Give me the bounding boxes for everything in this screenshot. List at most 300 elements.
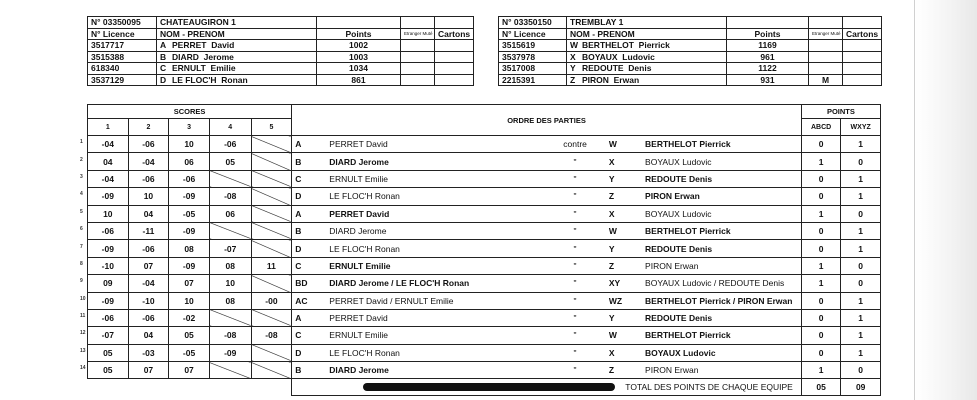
away-player: PIRON Erwan xyxy=(642,257,801,274)
match-row xyxy=(88,292,881,309)
set-score: 07 xyxy=(128,362,169,379)
points-wxyz: 1 xyxy=(841,344,881,361)
set-score-value: -04 xyxy=(101,173,114,184)
home-team-header-row xyxy=(88,17,474,29)
away-player: BOYAUX Ludovic / REDOUTE Denis xyxy=(642,275,801,292)
set-score: 10 xyxy=(169,136,210,153)
match-number: 14 xyxy=(80,365,86,372)
home-letter: D xyxy=(292,240,310,257)
points-wxyz: 1 xyxy=(841,327,881,344)
set-number: 5 xyxy=(251,119,292,136)
player-name xyxy=(157,74,317,86)
points-wxyz: 0 xyxy=(841,362,881,379)
player-name xyxy=(567,40,727,52)
versus-label: " xyxy=(560,205,591,222)
away-letter: XY xyxy=(606,275,642,292)
points-wxyz: 1 xyxy=(841,240,881,257)
home-letter: C xyxy=(292,257,310,274)
player-letter: X xyxy=(570,51,576,62)
versus-label: " xyxy=(560,309,591,326)
set-score: 08 xyxy=(169,240,210,257)
set-score: 08 xyxy=(209,292,251,309)
player-name xyxy=(157,40,317,52)
player-cartons xyxy=(435,40,474,52)
set-score: 05 xyxy=(209,153,251,170)
home-letter: A xyxy=(292,309,310,326)
away-player: REDOUTE Denis xyxy=(642,309,801,326)
player-etranger xyxy=(809,51,843,63)
points-wxyz: 0 xyxy=(841,205,881,222)
points-abcd: 0 xyxy=(801,240,841,257)
versus-label: " xyxy=(560,222,591,239)
away-player: BOYAUX Ludovic xyxy=(642,153,801,170)
versus-label: " xyxy=(560,188,591,205)
player-row xyxy=(499,74,882,86)
points-wxyz: 0 xyxy=(841,257,881,274)
set-score-value: 10 xyxy=(103,208,113,219)
set-score: 11 xyxy=(251,257,292,274)
points-abcd: 0 xyxy=(801,170,841,187)
match-row xyxy=(88,309,881,326)
points-wxyz: 1 xyxy=(841,222,881,239)
away-team-name: TREMBLAY 1 xyxy=(567,17,727,29)
set-score-value: 09 xyxy=(103,278,113,289)
home-letter: D xyxy=(292,344,310,361)
match-number: 2 xyxy=(80,156,83,163)
away-letter: Z xyxy=(606,362,642,379)
match-row xyxy=(88,275,881,292)
match-number: 11 xyxy=(80,313,86,320)
col-etranger: Etranger Muté xyxy=(401,28,435,40)
away-team-header-row xyxy=(499,17,882,29)
points-wxyz: 0 xyxy=(841,153,881,170)
set-score-value: -09 xyxy=(101,243,114,254)
col-name: NOM - PRENOM xyxy=(157,28,317,40)
set-score: -09 xyxy=(209,344,251,361)
player-licence: 3517008 xyxy=(499,63,567,75)
player-etranger xyxy=(401,74,435,86)
home-player: LE FLOC'H Ronan xyxy=(309,188,559,205)
points-abcd: 0 xyxy=(801,136,841,153)
home-player: DIARD Jerome xyxy=(309,362,559,379)
player-etranger xyxy=(401,51,435,63)
match-row xyxy=(88,153,881,170)
home-player: DIARD Jerome / LE FLOC'H Ronan xyxy=(309,275,559,292)
away-team-number: N° 03350150 xyxy=(499,17,567,29)
player-letter: D xyxy=(160,74,167,85)
player-etranger xyxy=(809,40,843,52)
player-row xyxy=(499,40,882,52)
home-letter: C xyxy=(292,327,310,344)
set-score: 05 xyxy=(169,327,210,344)
player-points: 861 xyxy=(317,74,401,86)
away-letter: Y xyxy=(606,309,642,326)
set-score: 06 xyxy=(209,205,251,222)
set-score-value: -09 xyxy=(101,191,114,202)
versus-label: " xyxy=(560,153,591,170)
set-score: -07 xyxy=(209,240,251,257)
away-letter: Z xyxy=(606,257,642,274)
match-number: 8 xyxy=(80,260,83,267)
points-abcd: 0 xyxy=(801,292,841,309)
versus-label: " xyxy=(560,327,591,344)
set-score: -04 xyxy=(128,275,169,292)
set-score: 08 xyxy=(209,257,251,274)
set-score: -06 xyxy=(128,240,169,257)
home-player: LE FLOC'H Ronan xyxy=(309,344,559,361)
player-cartons xyxy=(843,40,882,52)
points-abcd: 0 xyxy=(801,309,841,326)
points-wxyz: 1 xyxy=(841,188,881,205)
player-points: 1002 xyxy=(317,40,401,52)
player-licence: 3537129 xyxy=(88,74,157,86)
match-rows xyxy=(80,136,881,379)
set-score: 07 xyxy=(169,362,210,379)
match-row xyxy=(88,205,881,222)
away-letter: Z xyxy=(606,188,642,205)
player-cartons xyxy=(843,51,882,63)
away-letter: Y xyxy=(606,240,642,257)
versus-label: " xyxy=(560,240,591,257)
set-number: 3 xyxy=(169,119,210,136)
set-score-value: 04 xyxy=(103,156,113,167)
points-abcd: 1 xyxy=(801,362,841,379)
set-score: -08 xyxy=(251,327,292,344)
home-player: PERRET David xyxy=(309,309,559,326)
col-cartons: Cartons xyxy=(843,28,882,40)
set-score: -06 xyxy=(128,309,169,326)
set-score xyxy=(251,240,292,257)
set-score xyxy=(251,188,292,205)
set-score-value: 05 xyxy=(103,347,113,358)
home-player: DIARD Jerome xyxy=(309,153,559,170)
ordre-header: ORDRE DES PARTIES xyxy=(292,105,802,136)
total-label: TOTAL DES POINTS DE CHAQUE EQUIPE xyxy=(292,379,802,396)
match-number: 1 xyxy=(80,139,83,146)
points-abcd: 1 xyxy=(801,205,841,222)
match-number: 4 xyxy=(80,191,83,198)
set-score: 04 xyxy=(128,205,169,222)
player-points: 1003 xyxy=(317,51,401,63)
set-score: -09 xyxy=(169,257,210,274)
set-score xyxy=(80,153,129,170)
player-cartons xyxy=(435,51,474,63)
total-abcd: 05 xyxy=(801,379,841,396)
player-row xyxy=(88,63,474,75)
player-points: 1169 xyxy=(727,40,809,52)
player-points: 961 xyxy=(727,51,809,63)
player-row xyxy=(88,40,474,52)
player-cartons xyxy=(435,74,474,86)
match-number: 9 xyxy=(80,278,83,285)
home-letter: AC xyxy=(292,292,310,309)
set-score: 10 xyxy=(209,275,251,292)
player-cartons xyxy=(843,63,882,75)
set-score xyxy=(80,170,129,187)
set-score: -10 xyxy=(128,292,169,309)
versus-label: " xyxy=(560,170,591,187)
set-score-value: -10 xyxy=(101,260,114,271)
home-player: LE FLOC'H Ronan xyxy=(309,240,559,257)
player-licence: 3537978 xyxy=(499,51,567,63)
set-score xyxy=(251,153,292,170)
player-points: 1034 xyxy=(317,63,401,75)
points-wxyz: 1 xyxy=(841,136,881,153)
set-score: -04 xyxy=(128,153,169,170)
match-row xyxy=(88,257,881,274)
col-abcd: ABCD xyxy=(801,119,841,136)
set-score xyxy=(251,309,292,326)
set-score: -06 xyxy=(169,170,210,187)
away-letter: W xyxy=(606,327,642,344)
set-score: -03 xyxy=(128,344,169,361)
home-indicator-bar xyxy=(363,383,615,391)
home-player: ERNULT Emilie xyxy=(309,257,559,274)
set-score: -05 xyxy=(169,344,210,361)
set-score xyxy=(80,327,129,344)
player-letter: Z xyxy=(570,74,576,85)
col-name: NOM - PRENOM xyxy=(567,28,727,40)
versus-label: " xyxy=(560,362,591,379)
set-score: -09 xyxy=(169,188,210,205)
versus-label: " xyxy=(560,292,591,309)
away-letter: W xyxy=(606,222,642,239)
set-score xyxy=(251,205,292,222)
set-number: 1 xyxy=(88,119,129,136)
home-player: ERNULT Emilie xyxy=(309,170,559,187)
versus-label: " xyxy=(560,275,591,292)
match-row xyxy=(88,344,881,361)
home-player: PERRET David xyxy=(309,205,559,222)
match-row xyxy=(88,170,881,187)
set-score: 10 xyxy=(169,292,210,309)
points-abcd: 0 xyxy=(801,188,841,205)
set-score: -06 xyxy=(128,136,169,153)
match-row xyxy=(88,362,881,379)
away-player: PIRON Erwan xyxy=(642,188,801,205)
points-wxyz: 0 xyxy=(841,275,881,292)
player-licence: 2215391 xyxy=(499,74,567,86)
set-score-value: -06 xyxy=(101,313,114,324)
player-name xyxy=(157,63,317,75)
match-number: 12 xyxy=(80,330,86,337)
match-order-table xyxy=(80,104,881,396)
set-score xyxy=(80,275,129,292)
set-score-value: -07 xyxy=(101,330,114,341)
set-score xyxy=(80,136,129,153)
home-letter: B xyxy=(292,362,310,379)
player-etranger xyxy=(401,40,435,52)
match-row xyxy=(88,327,881,344)
set-score xyxy=(80,222,129,239)
away-letter: X xyxy=(606,205,642,222)
player-fullname: PIRON Erwan xyxy=(582,74,640,85)
match-row xyxy=(88,240,881,257)
player-fullname: REDOUTE Denis xyxy=(582,63,652,74)
set-score xyxy=(209,309,251,326)
total-wxyz: 09 xyxy=(841,379,881,396)
player-letter: W xyxy=(570,40,579,51)
set-score-value: -04 xyxy=(101,139,114,150)
player-row xyxy=(88,51,474,63)
set-score: -06 xyxy=(128,170,169,187)
set-score xyxy=(251,362,292,379)
points-abcd: 1 xyxy=(801,275,841,292)
col-wxyz: WXYZ xyxy=(841,119,881,136)
set-score-value: -09 xyxy=(101,295,114,306)
set-score xyxy=(209,170,251,187)
player-licence: 3515388 xyxy=(88,51,157,63)
scores-header: SCORES xyxy=(88,105,292,119)
away-team-table xyxy=(498,16,882,86)
home-team-table xyxy=(87,16,474,86)
set-score xyxy=(251,170,292,187)
player-fullname: LE FLOC'H Ronan xyxy=(172,74,248,85)
points-header: POINTS xyxy=(801,105,880,119)
match-row xyxy=(88,136,881,153)
home-letter: BD xyxy=(292,275,310,292)
player-row xyxy=(88,74,474,86)
col-licence: N° Licence xyxy=(499,28,567,40)
set-score xyxy=(251,344,292,361)
away-player: BERTHELOT Pierrick xyxy=(642,222,801,239)
set-score xyxy=(251,275,292,292)
player-fullname: BERTHELOT Pierrick xyxy=(582,40,670,51)
home-team-name: CHATEAUGIRON 1 xyxy=(157,17,317,29)
home-team-column-row xyxy=(88,28,474,40)
col-cartons: Cartons xyxy=(435,28,474,40)
match-number: 7 xyxy=(80,243,83,250)
away-player: BERTHELOT Pierrick xyxy=(642,136,801,153)
points-abcd: 1 xyxy=(801,257,841,274)
match-row xyxy=(88,188,881,205)
versus-label: " xyxy=(560,257,591,274)
match-number: 10 xyxy=(80,295,86,302)
versus-label: " xyxy=(560,344,591,361)
set-score xyxy=(209,362,251,379)
versus-label: contre xyxy=(560,136,591,153)
col-points: Points xyxy=(727,28,809,40)
set-score: -06 xyxy=(209,136,251,153)
set-score xyxy=(80,362,129,379)
home-team-number: N° 03350095 xyxy=(88,17,157,29)
away-letter: WZ xyxy=(606,292,642,309)
set-score xyxy=(80,205,129,222)
away-letter: W xyxy=(606,136,642,153)
set-score: 10 xyxy=(128,188,169,205)
col-etranger: Etranger Muté xyxy=(809,28,843,40)
set-score-value: 05 xyxy=(103,365,113,376)
points-wxyz: 1 xyxy=(841,292,881,309)
set-score: 07 xyxy=(169,275,210,292)
set-number: 2 xyxy=(128,119,169,136)
page-edge-shadow xyxy=(915,0,977,400)
player-letter: C xyxy=(160,63,167,74)
player-licence: 3515619 xyxy=(499,40,567,52)
set-score xyxy=(80,257,129,274)
set-score xyxy=(80,240,129,257)
player-name xyxy=(567,63,727,75)
set-score: -02 xyxy=(169,309,210,326)
away-player: BERTHELOT Pierrick xyxy=(642,327,801,344)
away-player: REDOUTE Denis xyxy=(642,170,801,187)
set-score xyxy=(80,344,129,361)
points-abcd: 0 xyxy=(801,344,841,361)
player-etranger xyxy=(401,63,435,75)
set-score: 04 xyxy=(128,327,169,344)
sheet-edge xyxy=(914,0,915,400)
set-score xyxy=(209,222,251,239)
home-letter: B xyxy=(292,222,310,239)
points-wxyz: 1 xyxy=(841,309,881,326)
home-player: ERNULT Emilie xyxy=(309,327,559,344)
set-score xyxy=(80,309,129,326)
match-row xyxy=(88,222,881,239)
player-etranger: M xyxy=(809,74,843,86)
away-letter: X xyxy=(606,153,642,170)
home-letter: C xyxy=(292,170,310,187)
player-points: 1122 xyxy=(727,63,809,75)
set-score: -05 xyxy=(169,205,210,222)
set-score: -09 xyxy=(169,222,210,239)
player-fullname: BOYAUX Ludovic xyxy=(582,51,655,62)
set-score: 07 xyxy=(128,257,169,274)
set-score: -08 xyxy=(209,327,251,344)
set-score: -11 xyxy=(128,222,169,239)
away-player: REDOUTE Denis xyxy=(642,240,801,257)
home-player: PERRET David / ERNULT Emilie xyxy=(309,292,559,309)
away-team-column-row xyxy=(499,28,882,40)
player-licence: 618340 xyxy=(88,63,157,75)
set-score: 06 xyxy=(169,153,210,170)
col-licence: N° Licence xyxy=(88,28,157,40)
home-letter: B xyxy=(292,153,310,170)
player-row xyxy=(499,63,882,75)
set-score xyxy=(80,188,129,205)
match-header-row xyxy=(88,105,881,119)
home-letter: D xyxy=(292,188,310,205)
set-score-value: -06 xyxy=(101,226,114,237)
points-abcd: 1 xyxy=(801,153,841,170)
player-name xyxy=(157,51,317,63)
home-letter: A xyxy=(292,205,310,222)
set-score xyxy=(80,292,129,309)
match-number: 13 xyxy=(80,347,86,354)
player-licence: 3517717 xyxy=(88,40,157,52)
points-abcd: 0 xyxy=(801,222,841,239)
player-row xyxy=(499,51,882,63)
player-cartons xyxy=(435,63,474,75)
away-letter: Y xyxy=(606,170,642,187)
col-points: Points xyxy=(317,28,401,40)
away-letter: X xyxy=(606,344,642,361)
player-letter: Y xyxy=(570,63,576,74)
away-player: BOYAUX Ludovic xyxy=(642,205,801,222)
home-letter: A xyxy=(292,136,310,153)
player-points: 931 xyxy=(727,74,809,86)
points-wxyz: 1 xyxy=(841,170,881,187)
player-name xyxy=(567,74,727,86)
points-abcd: 0 xyxy=(801,327,841,344)
player-letter: A xyxy=(160,40,167,51)
set-score xyxy=(251,222,292,239)
match-number: 5 xyxy=(80,208,83,215)
player-name xyxy=(567,51,727,63)
away-player: BERTHELOT Pierrick / PIRON Erwan xyxy=(642,292,801,309)
away-player: PIRON Erwan xyxy=(642,362,801,379)
match-number: 3 xyxy=(80,173,83,180)
match-number: 6 xyxy=(80,226,83,233)
